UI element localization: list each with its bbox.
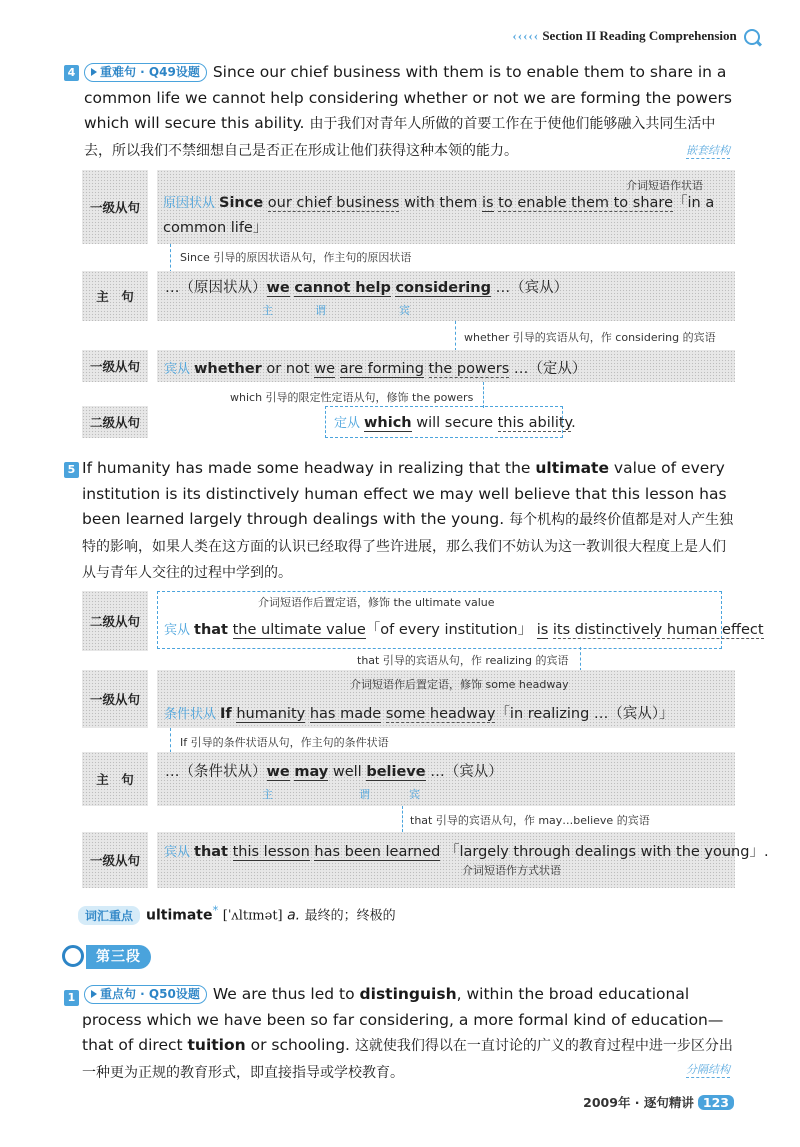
vocab-note: 词汇重点 ultimate* [ˈʌltɪmət] a. 最终的；终极的 <box>78 903 396 925</box>
level-label: 主 句 <box>82 271 148 321</box>
structure-label: 分隔结构 <box>686 1063 730 1076</box>
clause-row: 宾从 that the ultimate value「of every institution」 is its distinctively human effect <box>164 622 764 638</box>
paragraph-1: 重点句 · Q50设题 We are thus led to distinguish, within the broad educational process which we have been so far considering, a more formal kind of education—that of direct tuition or schooling. 这就使我们得以在一直讨论的广义的教育过程中进一步区分出一种更为正规的教育形式，即直接指导或学校教育。 <box>82 985 733 1081</box>
annotation: 介词短语作状语 <box>626 179 703 192</box>
annotation: 介词短语作后置定语，修饰 some headway <box>350 678 569 691</box>
role-subject: 主 <box>262 304 273 317</box>
connector <box>455 321 456 351</box>
clause-row: …（原因状从）we cannot help considering …（宾从） <box>165 280 569 296</box>
chinese-translation: 每个机构的最终价值都是对人产生独特的影响，如果人类在这方面的认识已经取得了些许进展，那么我们不妨认为这一教训很大程度上是人们从与青年人交往的过程中学到的。 <box>82 512 734 581</box>
paragraph-4 <box>84 60 736 164</box>
structure-label: 嵌套结构 <box>686 144 730 157</box>
flag-icon <box>91 68 97 76</box>
role-subject: 主 <box>262 788 273 801</box>
chinese-translation: 由于我们对青年人所做的首要工作在于使他们能够融入共同生活中去，所以我们不禁细想自己是否正在形成让他们获得这种本领的能力。 <box>84 116 716 159</box>
annotation: that 引导的宾语从句，作 may…believe 的宾语 <box>410 814 650 827</box>
flag-icon <box>91 990 97 998</box>
connector <box>483 382 484 408</box>
level-label: 一级从句 <box>82 170 148 244</box>
annotation: 介词短语作方式状语 <box>462 864 561 877</box>
level-label: 一级从句 <box>82 670 148 728</box>
clause-row: 宾从 whether or not we are forming the powers …（定从） <box>164 361 587 377</box>
page-number: 123 <box>698 1095 734 1110</box>
level-label: 二级从句 <box>82 591 148 651</box>
para-number: 1 <box>64 990 79 1006</box>
chevrons-icon: ‹‹‹‹‹ <box>512 28 540 43</box>
section-heading: 第三段 <box>62 943 162 971</box>
clause-row: 条件状从 If humanity has made some headway「in realizing …（宾从）」 <box>164 706 674 722</box>
role-predicate: 谓 <box>359 788 370 801</box>
clause-row: 原因状从 Since our chief business with them is to enable them to share「in a common life」 <box>163 195 715 236</box>
annotation: If 引导的条件状语从句，作主句的条件状语 <box>180 736 389 749</box>
chinese-translation: 这就使我们得以在一直讨论的广义的教育过程中进一步区分出一种更为正规的教育形式，即直接指导或学校教育。 <box>82 1038 733 1081</box>
section-title: Section II Reading Comprehension <box>542 28 737 43</box>
q-logo-icon <box>62 945 84 967</box>
clause-row: …（条件状从）we may well believe …（宾从） <box>165 764 503 780</box>
annotation: which 引导的限定性定语从句，修饰 the powers <box>230 391 474 404</box>
role-object: 宾 <box>399 304 410 317</box>
role-object: 宾 <box>409 788 420 801</box>
level-label: 主 句 <box>82 752 148 806</box>
annotation: 介词短语作后置定语，修饰 the ultimate value <box>258 596 495 609</box>
role-predicate: 谓 <box>315 304 326 317</box>
q-logo-icon <box>744 29 760 45</box>
page-footer: 2009年 · 逐句精讲 123 <box>583 1093 734 1111</box>
level-label: 二级从句 <box>82 406 148 438</box>
running-header <box>512 28 760 45</box>
annotation: that 引导的宾语从句，作 realizing 的宾语 <box>357 654 569 667</box>
annotation: Since 引导的原因状语从句，作主句的原因状语 <box>180 251 412 264</box>
english-text: Since our chief business with them is to enable them to share in a common life we cannot help considering whether or not we are forming the powers which will secure this ability. <box>84 63 732 132</box>
para-number: 4 <box>64 65 79 81</box>
difficulty-tag: 重难句 · Q49设题 <box>84 63 207 82</box>
key-sentence-tag: 重点句 · Q50设题 <box>84 985 207 1004</box>
level-label: 一级从句 <box>82 350 148 382</box>
connector <box>580 647 581 671</box>
clause-row: 定从 which will secure this ability. <box>334 415 576 431</box>
clause-row: 宾从 that this lesson has been learned 「largely through dealings with the young」. <box>164 844 769 860</box>
paragraph-5: If humanity has made some headway in realizing that the ultimate value of every institution is its distinctively human effect we may well believe that this lesson has been learned largely through dealings with the young. 每个机构的最终价值都是对人产生独特的影响，如果人类在这方面的认识已经取得了些许进展，那么我们不妨认为这一教训很大程度上是人们从与青年人交往的过程中学到的。 <box>82 459 734 581</box>
annotation: whether 引导的宾语从句，作 considering 的宾语 <box>464 331 716 344</box>
level-label: 一级从句 <box>82 832 148 888</box>
vocab-tag: 词汇重点 <box>78 906 140 925</box>
para-number: 5 <box>64 462 79 478</box>
connector <box>402 806 403 832</box>
